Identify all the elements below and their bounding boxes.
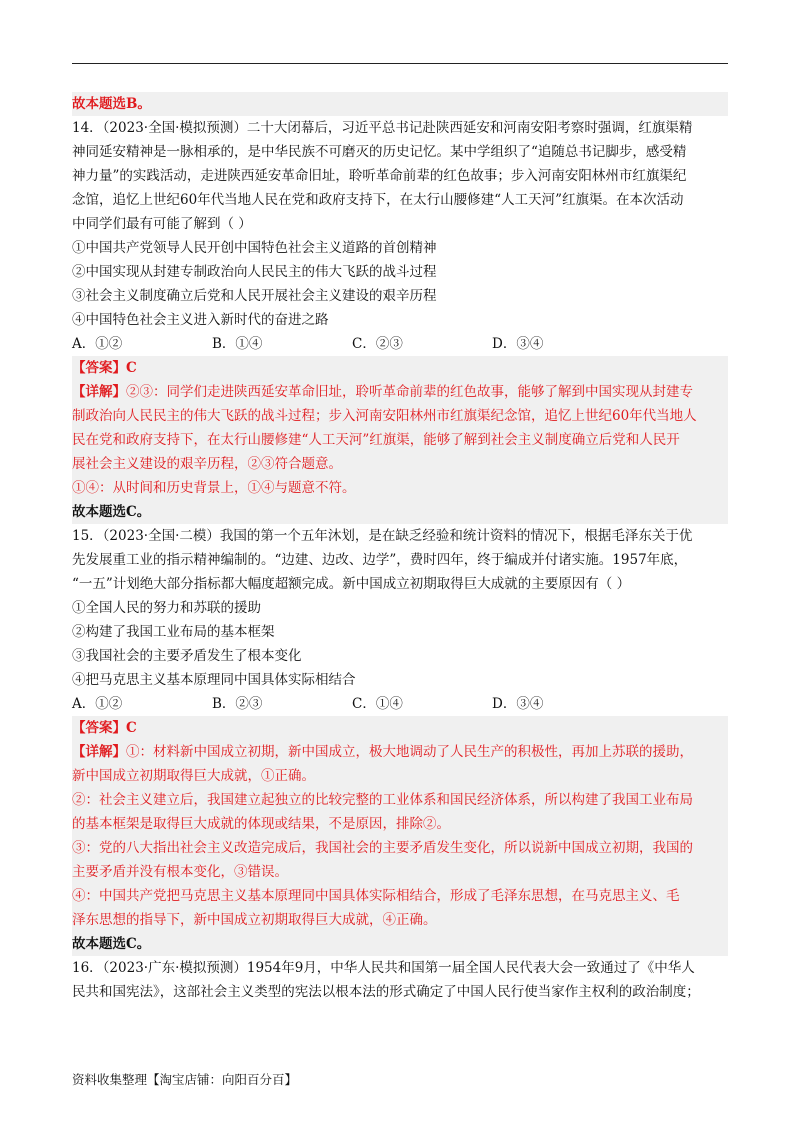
- explanation-line: ③：党的八大指出社会主义改造完成后，我国社会的主要矛盾发生变化，所以说新中国成立初期，我国的: [72, 840, 693, 856]
- statement-item: ①全国人民的努力和苏联的援助: [72, 600, 261, 616]
- statement-item: ③社会主义制度确立后党和人民开展社会主义建设的艰辛历程: [72, 288, 437, 304]
- explanation-line: 制政治向人民民主的伟大飞跃的战斗过程；步入河南安阳林州市红旗渠纪念馆，追忆上世纪60年代当地人: [72, 408, 697, 424]
- option-c: C．①④: [352, 696, 403, 712]
- explanation-line: ①④：从时间和历史背景上，①④与题意不符。: [72, 480, 356, 496]
- statement-item: ④把马克思主义基本原理同中国具体实际相结合: [72, 672, 356, 688]
- answer-block: [72, 716, 728, 956]
- page-content: [72, 92, 728, 1004]
- explanation-tag: 【详解】: [72, 744, 126, 760]
- explanation-line: ②：社会主义建立后，我国建立起独立的比较完整的工业体系和国民经济体系，所以构建了我国工业布局: [72, 792, 693, 808]
- explanation-text: ②③：同学们走进陕西延安革命旧址，聆听革命前辈的红色故事，能够了解到中国实现从封建专: [126, 384, 693, 400]
- conclusion-line: 故本题选C。: [72, 936, 151, 952]
- question-stem-line: 神力量”的实践活动，走进陕西延安革命旧址，聆听革命前辈的红色故事；步入河南安阳林州市红旗渠纪: [72, 168, 687, 184]
- question-stem-line: 16．（2023·广东·模拟预测）1954年9月，中华人民共和国第一届全国人民代表大会一致通过了《中华人: [72, 960, 695, 976]
- option-d: D．③④: [492, 696, 544, 712]
- statement-item: ④中国特色社会主义进入新时代的奋进之路: [72, 312, 329, 328]
- explanation-line: ④：中国共产党把马克思主义基本原理同中国具体实际相结合，形成了毛泽东思想，在马克思主义、毛: [72, 888, 680, 904]
- statement-item: ③我国社会的主要矛盾发生了根本变化: [72, 648, 302, 664]
- statement-item: ①中国共产党领导人民开创中国特色社会主义道路的首创精神: [72, 240, 437, 256]
- question-stem-line: 中同学们最有可能了解到（ ）: [72, 216, 252, 232]
- page-footer: 资料收集整理【淘宝店铺：向阳百分百】: [72, 1072, 298, 1087]
- explanation-text: ①：材料新中国成立初期，新中国成立，极大地调动了人民生产的积极性，再加上苏联的援助，: [126, 744, 693, 760]
- explanation-line: [72, 380, 728, 404]
- answer-label: 【答案】C: [72, 360, 137, 376]
- answer-label: 【答案】C: [72, 720, 137, 736]
- question-stem-line: 先发展重工业的指示精神编制的。“边建、边改、边学”，费时四年，终于编成并付诸实施。1957年底，: [72, 552, 688, 568]
- statement-item: ②构建了我国工业布局的基本框架: [72, 624, 275, 640]
- question-stem-line: 15．（2023·全国·二模）我国的第一个五年沐划，是在缺乏经验和统计资料的情况下，根据毛泽东关于优: [72, 528, 693, 544]
- question-16: [72, 956, 728, 1004]
- explanation-line: [72, 740, 728, 764]
- conclusion-line: 故本题选C。: [72, 504, 151, 520]
- explanation-tag: 【详解】: [72, 384, 126, 400]
- question-stem-line: 14．（2023·全国·模拟预测）二十大闭幕后，习近平总书记赴陕西延安和河南安阳考察时强调，红旗渠精: [72, 120, 693, 136]
- explanation-line: 新中国成立初期取得巨大成就，①正确。: [72, 768, 315, 784]
- option-a: A．①②: [72, 336, 123, 352]
- explanation-line: 展社会主义建设的艰辛历程，②③符合题意。: [72, 456, 342, 472]
- option-a: A．①②: [72, 696, 123, 712]
- explanation-line: 民在党和政府支持下，在太行山腰修建“人工天河”红旗渠，能够了解到社会主义制度确立后党和人民开: [72, 432, 680, 448]
- option-b: B．②③: [212, 696, 263, 712]
- question-stem-line: “一五”计划绝大部分指标都大幅度超额完成。新中国成立初期取得巨大成就的主要原因有（ ）: [72, 576, 631, 592]
- question-stem-line: 民共和国宪法》，这部社会主义类型的宪法以根本法的形式确定了中国人民行使当家作主权利的政治制度；: [72, 984, 700, 1000]
- statement-item: ②中国实现从封建专制政治向人民民主的伟大飞跃的战斗过程: [72, 264, 437, 280]
- answer-options: [72, 692, 728, 716]
- option-d: D．③④: [492, 336, 544, 352]
- explanation-line: 泽东思想的指导下，新中国成立初期取得巨大成就，④正确。: [72, 912, 437, 928]
- option-c: C．②③: [352, 336, 403, 352]
- explanation-line: 的基本框架是取得巨大成就的体现或结果，不是原因，排除②。: [72, 816, 450, 832]
- option-b: B．①④: [212, 336, 263, 352]
- question-stem-line: 神同延安精神是一脉相承的，是中华民族不可磨灭的历史记忆。某中学组织了“追随总书记脚步，感受精: [72, 144, 687, 160]
- header-rule: [72, 63, 728, 64]
- answer-options: [72, 332, 728, 356]
- question-15: [72, 524, 728, 956]
- answer-block: [72, 356, 728, 524]
- previous-conclusion: 故本题选B。: [72, 92, 728, 116]
- question-14: [72, 116, 728, 524]
- question-stem-line: 念馆，追忆上世纪60年代当地人民在党和政府支持下，在太行山腰修建“人工天河”红旗渠。在本次活动: [72, 192, 684, 208]
- explanation-line: 主要矛盾并没有根本变化，③错误。: [72, 864, 288, 880]
